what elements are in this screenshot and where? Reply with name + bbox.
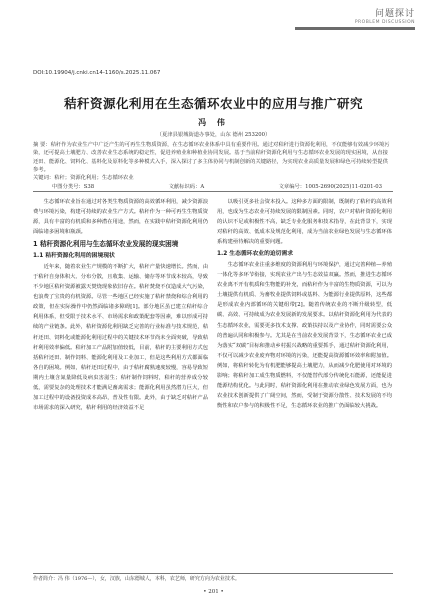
section-heading: 1 秸秆资源化利用与生态循环农业发展的现实困境 — [33, 240, 179, 249]
keywords: 关键词：秸秆；资源化利用；生态循环农业 — [33, 175, 134, 181]
affiliation: （夏津县银城街道办事处，山东 德州 253200） — [156, 132, 271, 138]
paragraph: 生态循环农业旨在通过对各类生物质资源的高效循环利用，减少资源浪费与环境污染，构建可持续的农业生产方式。秸秆作为一种可再生生物质资源，具有丰富的有机质和多种潜在用途，然而，在实践中秸秆资源化利用仍面临诸多困境和瓶颈。 — [33, 199, 208, 236]
paragraph: 生态循环农业注重多维度的资源利用与环境保护，通过完善种植—养殖一体化等多环节衔接，实现农业产出与生态效益双赢。然而，推进生态循环农业离不开有机质和生物能的补充，而秸秆作为丰富的生物质资源，可以为土壤提供有机质、为畜牧业提供饲料或基料、为能源行业提供原料，这些都是形成农业内部循环的关键组带[2]。随着传统农业的不断升级转型，低碳、高效、可持续成为农业发展新的发展要求。以秸秆资源化利用为代表的生态循环农业，需要更多技术支撑、政策扶持以及产业协作，同时需要公众的普遍认同和积极参与。尤其是在当前农业发展背景下，生态循环农业已成为落实“双碳”目标和推动乡村振兴战略的重要抓手，通过秸秆资源化利用，不仅可以减少农业废弃物对环境的污染，还能提高资源循环效率和附加值。例如，将秸秆转化为有机肥能够提高土壤肥力，从而减少化肥使用对环境的影响；将秸秆加工成生物质燃料，不仅能替代部分传统化石能源，还能促进能源结构优化。与此同时，秸秆资源化利用在推动农业绿色发展方面，也为农业技术创新提供了广阔空间，然而，受制于资源分散性、技术发展的不均衡性和农户参与的积极性不足，生态循环农业的推广仍面临较大挑战。 — [217, 262, 392, 409]
section-subtitle: PROBLEM DISCUSSION — [354, 20, 415, 25]
page-number: • 201 • — [203, 589, 224, 595]
article-number: 文章编号：1005-2690(2025)11-0201-03 — [278, 184, 382, 190]
divider — [33, 191, 393, 192]
right-column — [217, 197, 392, 411]
document-code: 文献标识码：A — [168, 184, 205, 190]
header-bar — [295, 27, 415, 30]
left-column — [33, 197, 208, 413]
article-title: 秸秆资源化利用在生态循环农业中的应用与推广研究 — [63, 96, 363, 111]
author-name: 冯 伟 — [198, 117, 229, 127]
doi: DOI:10.19904/j.cnki.cn14-1160/s.2025.11.067 — [33, 70, 161, 76]
section-heading: 1.1 秸秆资源化利用的困境现状 — [33, 253, 115, 260]
clc-number: 中图分类号：S38 — [52, 184, 95, 190]
abstract: 摘 要：秸秆作为农业生产中广泛产生的可再生生物质资源，在生态循环农业体系中具有重要作用。通过对秸秆进行资源化利用，不仅能够有效减少环境污染，还可提高土壤肥力、改善农业生态系统的稳定性，促进养殖业和种植业协同发展。基于当前秸秆资源化利用与生态循环农业发展的现实困境，从直接还田、能源化、饲料化、基料化及原料化等多种模式入手，深入探讨了多主体协同与机制创新的关键路径，为实现农业高质量发展和绿色可持续转型提供参考。 — [33, 142, 390, 174]
section-title: 问题探讨 — [374, 9, 415, 19]
running-header — [355, 6, 415, 25]
paragraph: 以吸引更多社会资本投入。这种多方面的限制，既制约了秸秆的高效利用，也成为生态农业可持续发展的限制因素。同时，农户对秸秆资源化利用的认识不足或积极性不高，缺乏专业化服务和技术指导，在此背景下，实现对秸秆的高效、低成本及规范化利用，成为当前农业绿色发展与生态循环体系构建亟待解决的重要问题。 — [217, 199, 392, 246]
article-meta — [52, 182, 382, 190]
paragraph: 近年来，随着农业生产规模的不断扩大，秸秆产量快速增长。然而，由于秸秆自身体积大、分布分散，且收集、运输、储存等环节成本较高，导致不少地区秸秆资源被露天焚烧现象依旧存在。秸秆焚烧不仅造成大气污染，也浪费了宝贵的有机资源。尽管一些地区已经实施了秸秆禁烧和综合利用的政策，但在实际操作中仍然面临诸多障碍[1]。部分地区虽已建立秸秆综合利用体系，但受限于技术水平、市场需求和政策配套等因素，难以形成可持续的产业链条。此外，秸秆资源化利用缺乏完善的行业标准与技术规范，秸秆还田、饲料化或能源化利用过程中的关键技术环节尚未全面突破，导致秸秆利用效率偏低。秸秆加工产品附加值较低，目前，秸秆的主要利用方式包括秸秆还田、制作饲料、能源化利用及工业加工，但是这些利用方式都面临各自的困境。例如，秸秆还田过程中，由于秸秆腐熟速度较慢，容易导致短期内土壤含氮量降低及病虫害滋生；秸秆制作饲料时，秸秆的营养成分较低，需要复杂的处理技术才能满足畜禽需求；能源化利用虽然潜力巨大，但加工过程中的设备投资成本高昂，普及性有限。此外，由于缺乏对秸秆产品市场需求的深入研究，秸秆利用的经济效益不足 — [33, 264, 208, 411]
footnote-rule — [33, 573, 393, 574]
section-heading: 1.2 生态循环农业的迫切需求 — [217, 251, 294, 258]
author-footnote: 作者简介：冯 伟（1976—），女，汉族，山东德城人，本科，农艺师，研究方向为农业技术。 — [33, 576, 240, 582]
